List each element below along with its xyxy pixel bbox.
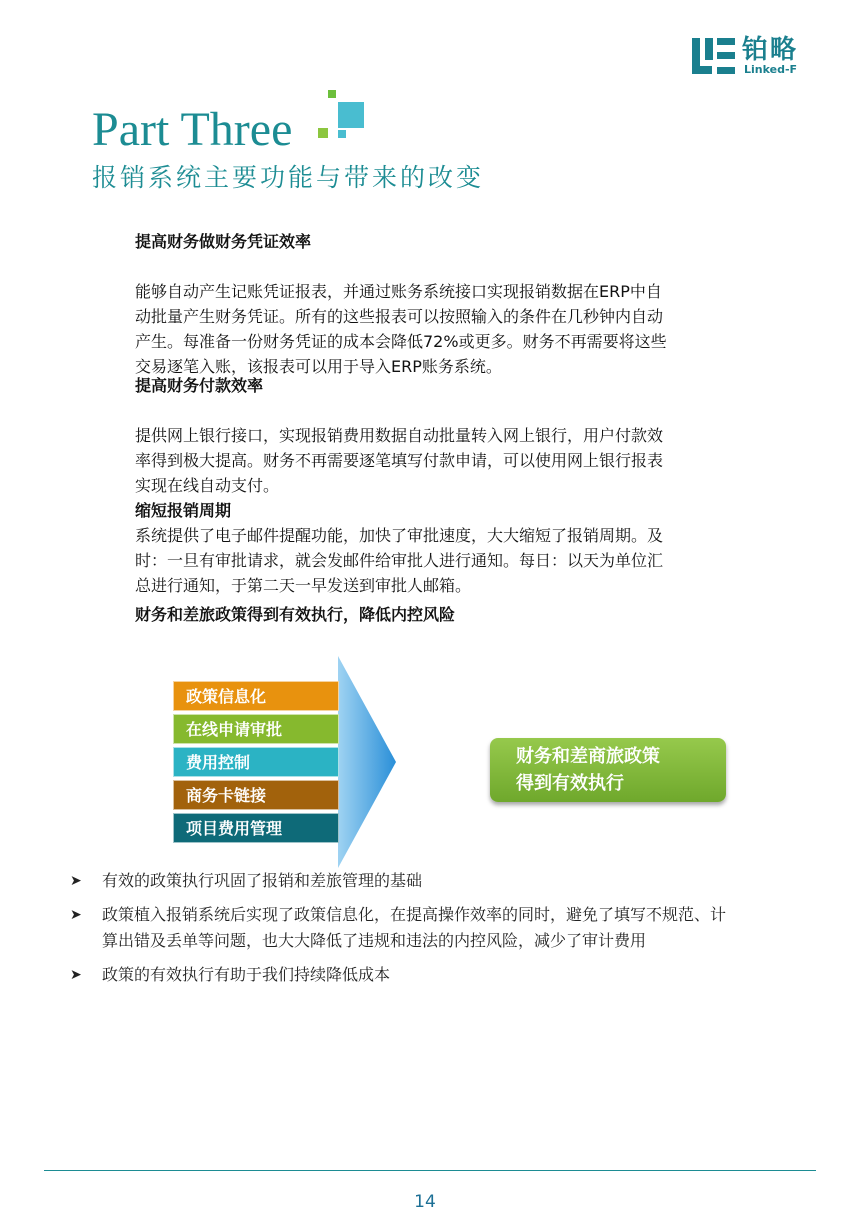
bullet-line: 有效的政策执行巩固了报销和差旅管理的基础 (102, 871, 423, 890)
bullet-item (70, 902, 790, 954)
policy-item-bar: 在线申请审批 (173, 714, 339, 744)
bullet-line: 算出错及丢单等问题，也大大降低了违规和违法的内控风险，减少了审计费用 (102, 931, 647, 950)
result-line: 得到有效执行 (516, 773, 624, 794)
paragraph-line: 提供网上银行接口，实现报销费用数据自动批量转入网上银行，用户付款效 (135, 426, 664, 445)
part-title: Part Three (92, 103, 293, 156)
policy-item-bar: 费用控制 (173, 747, 339, 777)
bullet-item (70, 962, 790, 988)
arrow-bullet-icon: ➤ (70, 967, 82, 983)
logo-text-en: Linked-F (744, 63, 798, 76)
logo-mark-icon (692, 38, 736, 74)
bullet-list (70, 868, 790, 996)
chevron-arrow-icon (338, 656, 396, 868)
section-policy-execution (135, 602, 725, 627)
page-number: 14 (414, 1192, 436, 1212)
section-heading: 缩短报销周期 (135, 501, 232, 520)
section-shorten-cycle (135, 498, 725, 598)
paragraph-line: 实现在线自动支付。 (135, 476, 280, 495)
logo-text-cn: 铂略 (742, 35, 799, 65)
arrow-bullet-icon: ➤ (70, 873, 82, 889)
section-heading: 提高财务做财务凭证效率 (135, 232, 312, 251)
policy-item-bar: 项目费用管理 (173, 813, 339, 843)
policy-item-bar: 政策信息化 (173, 681, 339, 711)
policy-item-bar: 商务卡链接 (173, 780, 339, 810)
result-box (490, 738, 726, 802)
page-subtitle: 报销系统主要功能与带来的改变 (92, 163, 485, 192)
paragraph-line: 交易逐笔入账，该报表可以用于导入ERP账务系统。 (135, 357, 502, 376)
paragraph-line: 动批量产生财务凭证。所有的这些报表可以按照输入的条件在几秒钟内自动 (135, 307, 664, 326)
section-voucher-efficiency (135, 229, 725, 379)
policy-diagram (170, 656, 750, 871)
paragraph-line: 能够自动产生记账凭证报表，并通过账务系统接口实现报销数据在ERP中自 (135, 282, 662, 301)
result-line: 财务和差商旅政策 (516, 746, 660, 767)
brand-logo (692, 36, 812, 76)
paragraph-line: 系统提供了电子邮件提醒功能，加快了审批速度，大大缩短了报销周期。及 (135, 526, 664, 545)
decorative-squares-icon (316, 90, 368, 140)
section-heading: 提高财务付款效率 (135, 376, 264, 395)
arrow-bullet-icon: ➤ (70, 907, 82, 923)
paragraph-line: 率得到极大提高。财务不再需要逐笔填写付款申请，可以使用网上银行报表 (135, 451, 664, 470)
paragraph-line: 产生。每准备一份财务凭证的成本会降低72%或更多。财务不再需要将这些 (135, 332, 667, 351)
paragraph-line: 总进行通知，于第二天一早发送到审批人邮箱。 (135, 576, 472, 595)
section-heading: 财务和差旅政策得到有效执行，降低内控风险 (135, 605, 456, 624)
paragraph-line: 时：一旦有审批请求，就会发邮件给审批人进行通知。每日：以天为单位汇 (135, 551, 664, 570)
section-payment-efficiency (135, 373, 725, 498)
footer-divider (44, 1170, 816, 1171)
bullet-item (70, 868, 790, 894)
bullet-line: 政策植入报销系统后实现了政策信息化，在提高操作效率的同时，避免了填写不规范、计 (102, 905, 727, 924)
bullet-line: 政策的有效执行有助于我们持续降低成本 (102, 965, 391, 984)
